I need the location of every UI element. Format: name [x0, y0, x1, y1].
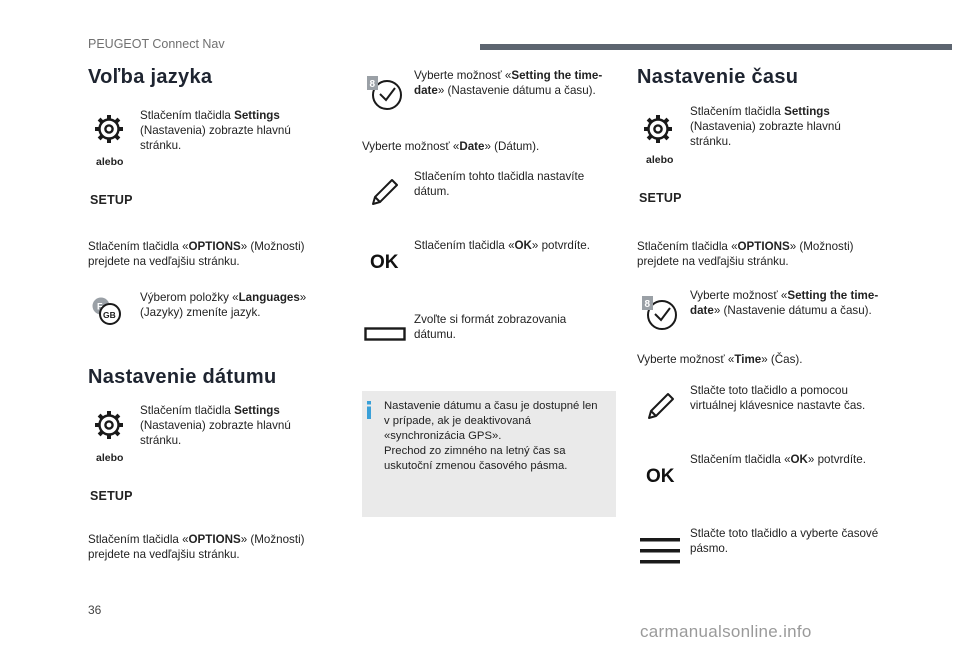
info-icon — [367, 401, 371, 419]
timezone-list-icon[interactable] — [640, 536, 680, 566]
settings-gear-icon[interactable] — [642, 113, 674, 145]
clock-settings-icon[interactable] — [640, 294, 680, 332]
clock-settings-icon[interactable] — [365, 74, 405, 112]
settings-instruction-date: Stlačením tlačidla Settings (Nastavenia) zobrazte hlavnú stránku. — [140, 404, 291, 447]
alebo-label: alebo — [96, 156, 124, 168]
header-title: PEUGEOT Connect Nav — [88, 37, 225, 51]
watermark: carmanualsonline.info — [640, 622, 812, 641]
keyboard-instruction: Stlačte toto tlačidlo a pomocou virtuálnej klávesnice nastavte čas. — [690, 384, 866, 412]
heading-time: Nastavenie času — [637, 66, 799, 88]
info-text: Nastavenie dátumu a času je dostupné len v prípade, ak je deaktivovaná «synchronizácia GPS». Prechod zo zimného na letný čas sa uskutoční zmenou časového pásma. — [384, 400, 598, 472]
confirm-instruction: Stlačením tlačidla «OK» potvrdíte. — [414, 239, 590, 252]
setup-button[interactable]: SETUP — [90, 193, 133, 207]
set-date-instruction: Stlačením tohto tlačidla nastavíte dátum. — [414, 170, 585, 198]
setup-button[interactable]: SETUP — [639, 191, 682, 205]
heading-language: Voľba jazyka — [88, 66, 213, 88]
languages-instruction: Výberom položky «Languages» (Jazyky) zmeníte jazyk. — [140, 291, 307, 319]
badge-number: 8 — [369, 79, 376, 90]
settings-gear-icon[interactable] — [93, 113, 125, 145]
format-instruction: Zvoľte si formát zobrazovania dátumu. — [414, 313, 567, 341]
badge-number: 8 — [644, 299, 651, 310]
ok-button[interactable]: OK — [370, 252, 399, 273]
settings-instruction: Stlačením tlačidla Settings (Nastavenia) zobrazte hlavnú stránku. — [140, 109, 291, 152]
confirm-instruction-time: Stlačením tlačidla «OK» potvrdíte. — [690, 453, 866, 466]
flag-gb-label: GB — [103, 310, 116, 320]
header-bar — [480, 44, 952, 50]
flag-f-label: F — [97, 301, 103, 312]
settings-instruction-time: Stlačením tlačidla Settings (Nastavenia) zobrazte hlavnú stránku. — [690, 105, 841, 148]
setting-time-date-instruction: Vyberte možnosť «Setting the time-date» (Nastavenie dátumu a času). — [414, 69, 603, 97]
setup-button[interactable]: SETUP — [90, 489, 133, 503]
options-instruction-date: Stlačením tlačidla «OPTIONS» (Možnosti) prejdete na vedľajšiu stránku. — [88, 533, 305, 561]
heading-date: Nastavenie dátumu — [88, 366, 277, 388]
format-select-icon[interactable] — [364, 327, 406, 341]
select-time-instruction: Vyberte možnosť «Time» (Čas). — [637, 353, 803, 366]
settings-gear-icon[interactable] — [93, 409, 125, 441]
ok-button[interactable]: OK — [646, 466, 675, 487]
page-number: 36 — [88, 603, 102, 617]
language-flag-icon[interactable] — [90, 296, 124, 326]
pencil-edit-icon[interactable] — [643, 390, 677, 424]
alebo-label: alebo — [96, 452, 124, 464]
setting-time-date-instruction: Vyberte možnosť «Setting the time-date» (Nastavenie dátumu a času). — [690, 289, 879, 317]
options-instruction-time: Stlačením tlačidla «OPTIONS» (Možnosti) prejdete na vedľajšiu stránku. — [637, 240, 854, 268]
options-instruction: Stlačením tlačidla «OPTIONS» (Možnosti) prejdete na vedľajšiu stránku. — [88, 240, 305, 268]
select-date-instruction: Vyberte možnosť «Date» (Dátum). — [362, 140, 540, 153]
alebo-label: alebo — [646, 154, 674, 166]
pencil-edit-icon[interactable] — [367, 176, 401, 210]
timezone-instruction: Stlačte toto tlačidlo a vyberte časové pásmo. — [690, 527, 879, 555]
